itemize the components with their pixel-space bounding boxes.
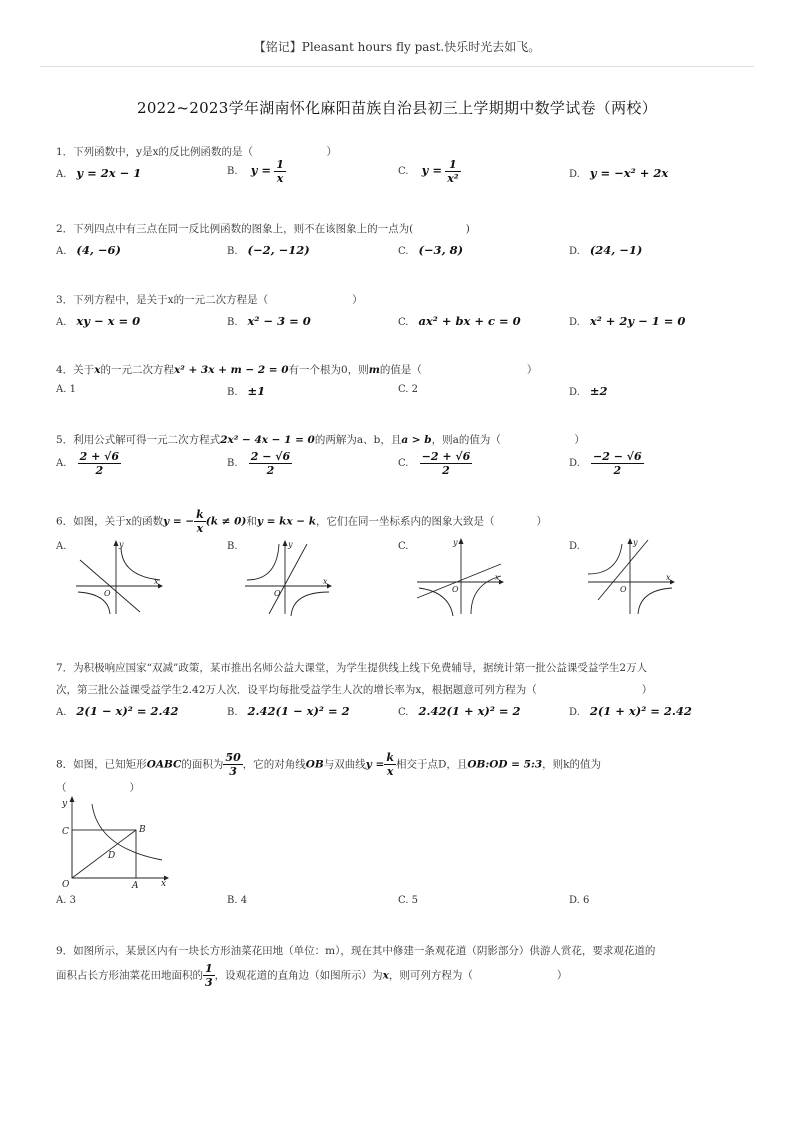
fraction-denominator: 2 <box>266 464 275 477</box>
fraction-denominator: 3 <box>205 976 213 989</box>
option-fraction <box>274 158 286 185</box>
origin-label: O <box>104 589 111 598</box>
option-expr: 2.42(1 + x)² = 2 <box>418 704 521 718</box>
option-expr: (−2, −12) <box>247 243 310 257</box>
option-expr: ±2 <box>589 384 608 398</box>
label-a: A <box>132 881 139 891</box>
option-expr: x² − 3 = 0 <box>247 314 311 328</box>
y-arrow <box>283 540 288 546</box>
stem-text: 的面积为 <box>181 758 224 771</box>
stem-text: 的值是（ ） <box>379 364 538 376</box>
hyperbola <box>92 804 162 860</box>
option-expr: (24, −1) <box>589 243 643 257</box>
y-arrow <box>459 538 464 544</box>
y-arrow <box>628 538 633 544</box>
option-letter: A. <box>56 317 67 328</box>
stem-text: 与双曲线 <box>323 758 366 771</box>
label-o: O <box>62 880 70 890</box>
option-letter: B. <box>227 317 238 328</box>
fraction-numerator: 1 <box>445 158 460 172</box>
fraction-denominator: 2 <box>613 464 622 477</box>
label-d: D <box>108 851 116 861</box>
stem-text: 和 <box>246 515 257 528</box>
question-6-graph-b[interactable] <box>243 538 338 618</box>
question-2-option-b[interactable] <box>227 243 310 257</box>
question-2-option-a[interactable] <box>56 243 121 257</box>
stem-text: ，它的对角线 <box>242 758 306 771</box>
x-arrow <box>670 580 675 585</box>
option-letter: D. <box>569 387 580 398</box>
question-5-option-d[interactable] <box>569 450 644 477</box>
label-x: x <box>161 879 167 889</box>
question-6-graph-a[interactable] <box>74 538 169 618</box>
option-letter: C. <box>398 166 409 177</box>
question-1-stem: 1．下列函数中，y是x的反比例函数的是（ ） <box>56 146 338 158</box>
fraction-denominator: x <box>276 172 284 185</box>
option-letter: D. <box>569 169 580 180</box>
x-arrow <box>327 584 332 589</box>
option-fraction <box>420 450 473 477</box>
option-expr: 2.42(1 − x)² = 2 <box>247 704 350 718</box>
axis-label-y: y <box>288 540 293 549</box>
origin-label: O <box>452 585 459 594</box>
option-expr-prefix: y = <box>421 163 442 177</box>
option-expr: y = −x² + 2x <box>589 166 669 180</box>
option-letter: A. <box>56 458 67 469</box>
question-6-option-a[interactable]: A. <box>56 541 67 552</box>
stem-text: 面积占长方形油菜花田地面积的 <box>56 969 203 982</box>
stem-equation: 2x² − 4x − 1 = 0 <box>220 434 315 446</box>
question-6-graph-d[interactable] <box>586 536 681 618</box>
axis-label-x: x <box>495 573 500 582</box>
stem-text: 相交于点D，且 <box>395 758 468 771</box>
option-letter: C. <box>398 317 409 328</box>
stem-text: ，则k的值为 <box>542 758 601 771</box>
question-7-line-2: 次，第三批公益课受益学生2.42万人次．设平均每批受益学生人次的增长率为x，根据题意可列方程为（ ） <box>56 684 653 696</box>
option-expr: y = 2x − 1 <box>76 166 142 180</box>
question-5-option-a[interactable] <box>56 450 121 477</box>
option-fraction <box>78 450 121 477</box>
option-letter: A. <box>56 707 67 718</box>
question-4-option-c[interactable]: C. 2 <box>398 384 419 395</box>
option-expr: 2(1 − x)² = 2.42 <box>76 704 179 718</box>
option-letter: C. <box>398 246 409 257</box>
stem-curve-prefix: y = <box>365 758 385 771</box>
stem-text: 的一元二次方程 <box>100 364 174 376</box>
axis-label-x: x <box>323 577 328 586</box>
stem-text: 的两解为a、b，且 <box>314 434 402 446</box>
fraction-denominator: 2 <box>95 464 104 477</box>
question-5-option-b[interactable] <box>227 450 292 477</box>
question-4-option-a[interactable]: A. 1 <box>56 384 76 395</box>
stem-rectangle: OABC <box>146 758 182 771</box>
hyperbola-branch <box>638 588 672 614</box>
question-7-line-1: 7．为积极响应国家“双减”政策，某市推出名师公益大课堂，为学生提供线上线下免费辅导，据统计第一批公益课受益学生2万人 <box>56 662 648 674</box>
option-letter: A. <box>56 169 67 180</box>
question-3-stem: 3．下列方程中，是关于x的一元二次方程是（ ） <box>56 294 363 306</box>
question-7-option-d[interactable] <box>569 704 692 718</box>
stem-curve-fraction <box>384 751 396 778</box>
page-title: 2022~2023学年湖南怀化麻阳苗族自治县初三上学期期中数学试卷（两校） <box>136 99 658 117</box>
question-8-option-c[interactable]: C. 5 <box>398 895 419 906</box>
stem-text: ，则可列方程为（ ） <box>388 969 568 982</box>
option-letter: B. <box>227 166 238 177</box>
question-8-paren: （ ） <box>56 782 140 794</box>
option-letter: D. <box>569 707 580 718</box>
option-letter: B. <box>227 458 238 469</box>
stem-diagonal: OB <box>305 758 324 771</box>
option-expr: ±1 <box>247 384 266 398</box>
y-arrow <box>114 540 119 546</box>
stem-fraction <box>194 508 206 535</box>
question-3-option-b[interactable] <box>227 314 311 328</box>
y-arrow <box>70 796 75 802</box>
origin-label: O <box>620 585 627 594</box>
option-expr: (−3, 8) <box>418 243 464 257</box>
question-3-option-d[interactable] <box>569 314 685 328</box>
question-9-line-2 <box>56 962 567 989</box>
question-6-option-b[interactable]: B. <box>227 541 238 552</box>
question-3-option-a[interactable] <box>56 314 140 328</box>
label-c: C <box>62 827 69 837</box>
hyperbola-branch <box>588 544 622 574</box>
question-2-option-d[interactable] <box>569 243 642 257</box>
hyperbola-branch <box>247 544 279 580</box>
axis-label-x: x <box>154 577 159 586</box>
fraction-numerator: −2 − √6 <box>593 450 642 463</box>
question-5-option-c[interactable] <box>398 450 472 477</box>
stem-text: 4．关于 <box>56 364 95 376</box>
option-letter: B. <box>227 387 238 398</box>
fraction-denominator: x <box>196 522 204 535</box>
question-1-option-b[interactable] <box>227 158 286 185</box>
option-expr: ax² + bx + c = 0 <box>418 314 521 328</box>
question-1-option-d[interactable] <box>569 166 668 180</box>
question-5-stem <box>56 432 585 447</box>
option-expr: (4, −6) <box>76 243 121 257</box>
option-letter: D. <box>569 246 580 257</box>
question-4-option-b[interactable] <box>227 384 265 398</box>
question-1-option-c[interactable] <box>398 158 461 185</box>
hyperbola-branch <box>291 592 329 616</box>
header-motto: 【铭记】Pleasant hours fly past.快乐时光去如飞。 <box>253 40 541 54</box>
option-letter: D. <box>569 458 580 469</box>
stem-equation: x² + 3x + m − 2 = 0 <box>173 364 289 376</box>
fraction-denominator: x² <box>447 172 459 185</box>
question-9-line-1: 9．如图所示，某景区内有一块长方形油菜花田地（单位：m），现在其中修建一条观花道（阴影部分）供游人赏花，要求观花道的 <box>56 945 656 957</box>
option-expr: 2(1 + x)² = 2.42 <box>589 704 692 718</box>
fraction-denominator: 2 <box>442 464 450 477</box>
question-3-option-c[interactable] <box>398 314 521 328</box>
fraction-numerator: k <box>386 751 394 764</box>
axis-label-y: y <box>633 538 638 547</box>
fraction-numerator: 1 <box>276 158 284 171</box>
fraction-denominator: x <box>386 765 394 778</box>
fraction-numerator: 2 + √6 <box>79 450 120 463</box>
label-b: B <box>139 825 146 835</box>
stem-inequality: a > b <box>401 434 432 446</box>
question-4-stem <box>56 362 537 377</box>
question-4-option-d[interactable] <box>569 384 607 398</box>
stem-area-fraction <box>223 751 242 778</box>
stem-function-2: y = kx − k <box>256 515 317 528</box>
stem-text: 5．利用公式解可得一元二次方程式 <box>56 434 221 446</box>
question-6-graph-c[interactable] <box>415 536 510 618</box>
option-letter: D. <box>569 317 580 328</box>
question-8-stem <box>56 751 601 778</box>
fraction-numerator: −2 + √6 <box>421 450 471 463</box>
x-arrow <box>158 584 163 589</box>
stem-ratio: OB:OD = 5:3 <box>467 758 543 771</box>
fraction-numerator: k <box>196 508 204 521</box>
stem-text: ，设观花道的直角边（如图所示）为 <box>214 969 383 982</box>
option-expr-prefix: y = <box>250 163 272 177</box>
question-8-figure <box>58 794 178 892</box>
question-2-stem: 2．下列四点中有三点在同一反比例函数的图象上，则不在该图象上的一点为( ) <box>56 223 470 235</box>
stem-text: 8．如图，已知矩形 <box>56 758 147 771</box>
hyperbola-branch <box>121 548 160 580</box>
stem-text: 6．如图，关于x的函数 <box>56 515 164 528</box>
question-1-option-a[interactable] <box>56 166 141 180</box>
option-expr: x² + 2y − 1 = 0 <box>589 314 686 328</box>
option-letter: C. <box>398 458 409 469</box>
question-7-option-a[interactable] <box>56 704 178 718</box>
option-fraction <box>591 450 644 477</box>
label-y: y <box>62 799 68 809</box>
question-6-option-c[interactable]: C. <box>398 541 409 552</box>
stem-function-1-prefix: y = − <box>163 515 195 528</box>
question-7-option-b[interactable] <box>227 704 350 718</box>
question-2-option-c[interactable] <box>398 243 463 257</box>
stem-text: ，则a的值为（ ） <box>431 434 585 446</box>
hyperbola-branch <box>419 588 453 616</box>
option-letter: B. <box>227 246 238 257</box>
stem-var-x: x <box>94 364 101 376</box>
option-letter: A. <box>56 246 67 257</box>
x-arrow <box>499 580 504 585</box>
origin-label: O <box>274 589 281 598</box>
header-divider <box>40 66 754 67</box>
stem-var-m: m <box>368 364 380 376</box>
fraction-numerator: 50 <box>225 751 241 764</box>
fraction-numerator: 1 <box>205 962 213 975</box>
option-letter: C. <box>398 707 409 718</box>
option-fraction <box>249 450 292 477</box>
axis-label-y: y <box>453 538 458 547</box>
question-6-option-d[interactable]: D. <box>569 541 580 552</box>
question-8-option-a[interactable]: A. 3 <box>56 895 76 906</box>
question-7-option-c[interactable] <box>398 704 521 718</box>
stem-text: ，它们在同一坐标系内的图象大致是（ ） <box>316 515 548 528</box>
stem-text: 有一个根为0，则 <box>288 364 369 376</box>
option-letter: B. <box>227 707 238 718</box>
diagonal-ob <box>72 830 136 878</box>
option-fraction <box>445 158 460 185</box>
fraction-numerator: 2 − √6 <box>250 450 291 463</box>
axis-label-x: x <box>666 573 671 582</box>
straight-line <box>269 544 307 614</box>
stem-function-1-suffix: (k ≠ 0) <box>205 515 247 528</box>
question-8-option-d[interactable]: D. 6 <box>569 895 590 906</box>
stem-fraction <box>203 962 215 989</box>
option-expr: xy − x = 0 <box>76 314 141 328</box>
question-8-option-b[interactable]: B. 4 <box>227 895 248 906</box>
question-6-stem <box>56 508 547 535</box>
stem-var-x: x <box>382 969 389 982</box>
fraction-denominator: 3 <box>229 765 237 778</box>
axis-label-y: y <box>119 540 124 549</box>
